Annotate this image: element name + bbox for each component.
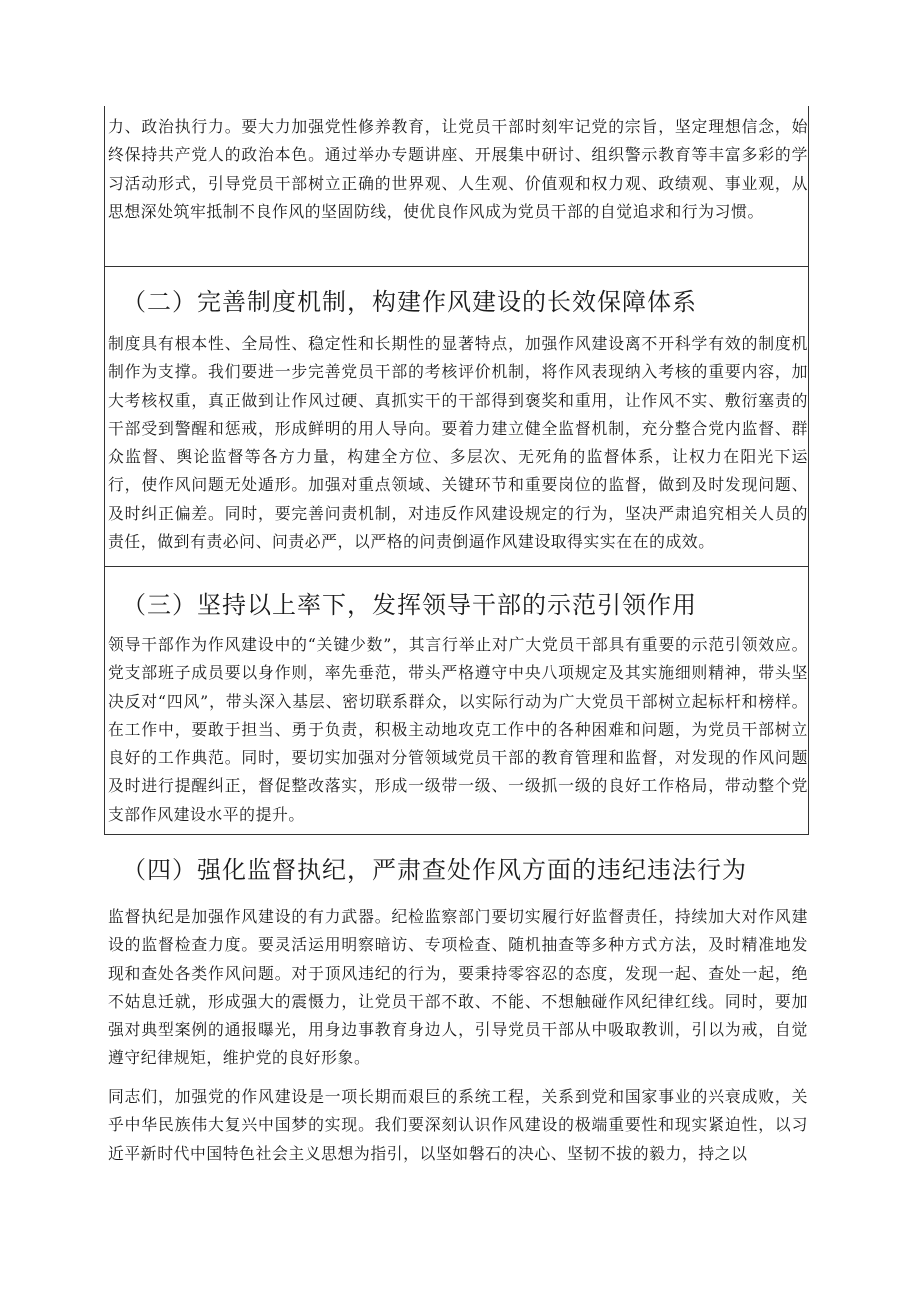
frame-right-border — [808, 106, 809, 835]
body-paragraph-5: 同志们，加强党的作风建设是一项长期而艰巨的系统工程，关系到党和国家事业的兴衰成败，关乎中华民族伟大复兴中国梦的实现。我们要深刻认识作风建设的极端重要性和现实紧迫性，以习近平新时代中国特色社会主义思想为指引，以坚如磐石的决心、坚韧不拔的毅力，持之以 — [108, 1087, 808, 1163]
body-paragraph-3: 领导干部作为作风建设中的“关键少数”，其言行举止对广大党员干部具有重要的示范引领效应。党支部班子成员要以身作则，率先垂范，带头严格遵守中央八项规定及其实施细则精神，带头坚决反对“四风”，带头深入基层、密切联系群众，以实际行动为广大党员干部树立起标杆和榜样。在工作中，要敢于担当、勇于负责，积极主动地攻克工作中的各种困难和问题，为党员干部树立良好的工作典范。同时，要切实加强对分管领域党员干部的教育管理和监督，对发现的作风问题及时进行提醒纠正，督促整改落实，形成一级带一级、一级抓一级的良好工作格局，带动整个党支部作风建设水平的提升。 — [108, 635, 808, 824]
section-heading-3: （三）坚持以上率下，发挥领导干部的示范引领作用 — [122, 591, 697, 619]
frame-divider-2 — [104, 566, 808, 567]
body-paragraph-1: 力、政治执行力。要大力加强党性修养教育，让党员干部时刻牢记党的宗旨，坚定理想信念，始终保持共产党人的政治本色。通过举办专题讲座、开展集中研讨、组织警示教育等丰富多彩的学习活动形式，引导党员干部树立正确的世界观、人生观、价值观和权力观、政绩观、事业观，从思想深处筑牢抵制不良作风的坚固防线，使优良作风成为党员干部的自觉追求和行为习惯。 — [108, 117, 808, 221]
body-paragraph-2: 制度具有根本性、全局性、稳定性和长期性的显著特点，加强作风建设离不开科学有效的制度机制作为支撑。我们要进一步完善党员干部的考核评价机制，将作风表现纳入考核的重要内容，加大考核权重，真正做到让作风过硬、真抓实干的干部得到褒奖和重用，让作风不实、敷衍塞责的干部受到警醒和惩戒，形成鲜明的用人导向。要着力建立健全监督机制，充分整合党内监督、群众监督、舆论监督等各方力量，构建全方位、多层次、无死角的监督体系，让权力在阳光下运行，使作风问题无处遁形。加强对重点领域、关键环节和重要岗位的监督，做到及时发现问题、及时纠正偏差。同时，要完善问责机制，对违反作风建设规定的行为，坚决严肃追究相关人员的责任，做到有责必问、问责必严，以严格的问责倒逼作风建设取得实实在在的成效。 — [108, 334, 808, 552]
section-heading-4: （四）强化监督执纪，严肃查处作风方面的违纪违法行为 — [122, 856, 747, 884]
frame-left-border — [104, 106, 105, 835]
body-paragraph-4: 监督执纪是加强作风建设的有力武器。纪检监察部门要切实履行好监督责任，持续加大对作风建设的监督检查力度。要灵活运用明察暗访、专项检查、随机抽查等多种方式方法，及时精准地发现和查处各类作风问题。对于顶风违纪的行为，要秉持零容忍的态度，发现一起、查处一起，绝不姑息迁就，形成强大的震慑力，让党员干部不敢、不能、不想触碰作风纪律红线。同时，要加强对典型案例的通报曝光，用身边事教育身边人，引导党员干部从中吸取教训，引以为戒，自觉遵守纪律规矩，维护党的良好形象。 — [108, 907, 808, 1068]
frame-bottom-border — [104, 834, 809, 835]
section-heading-2: （二）完善制度机制，构建作风建设的长效保障体系 — [122, 288, 697, 316]
frame-divider-1 — [104, 266, 808, 267]
